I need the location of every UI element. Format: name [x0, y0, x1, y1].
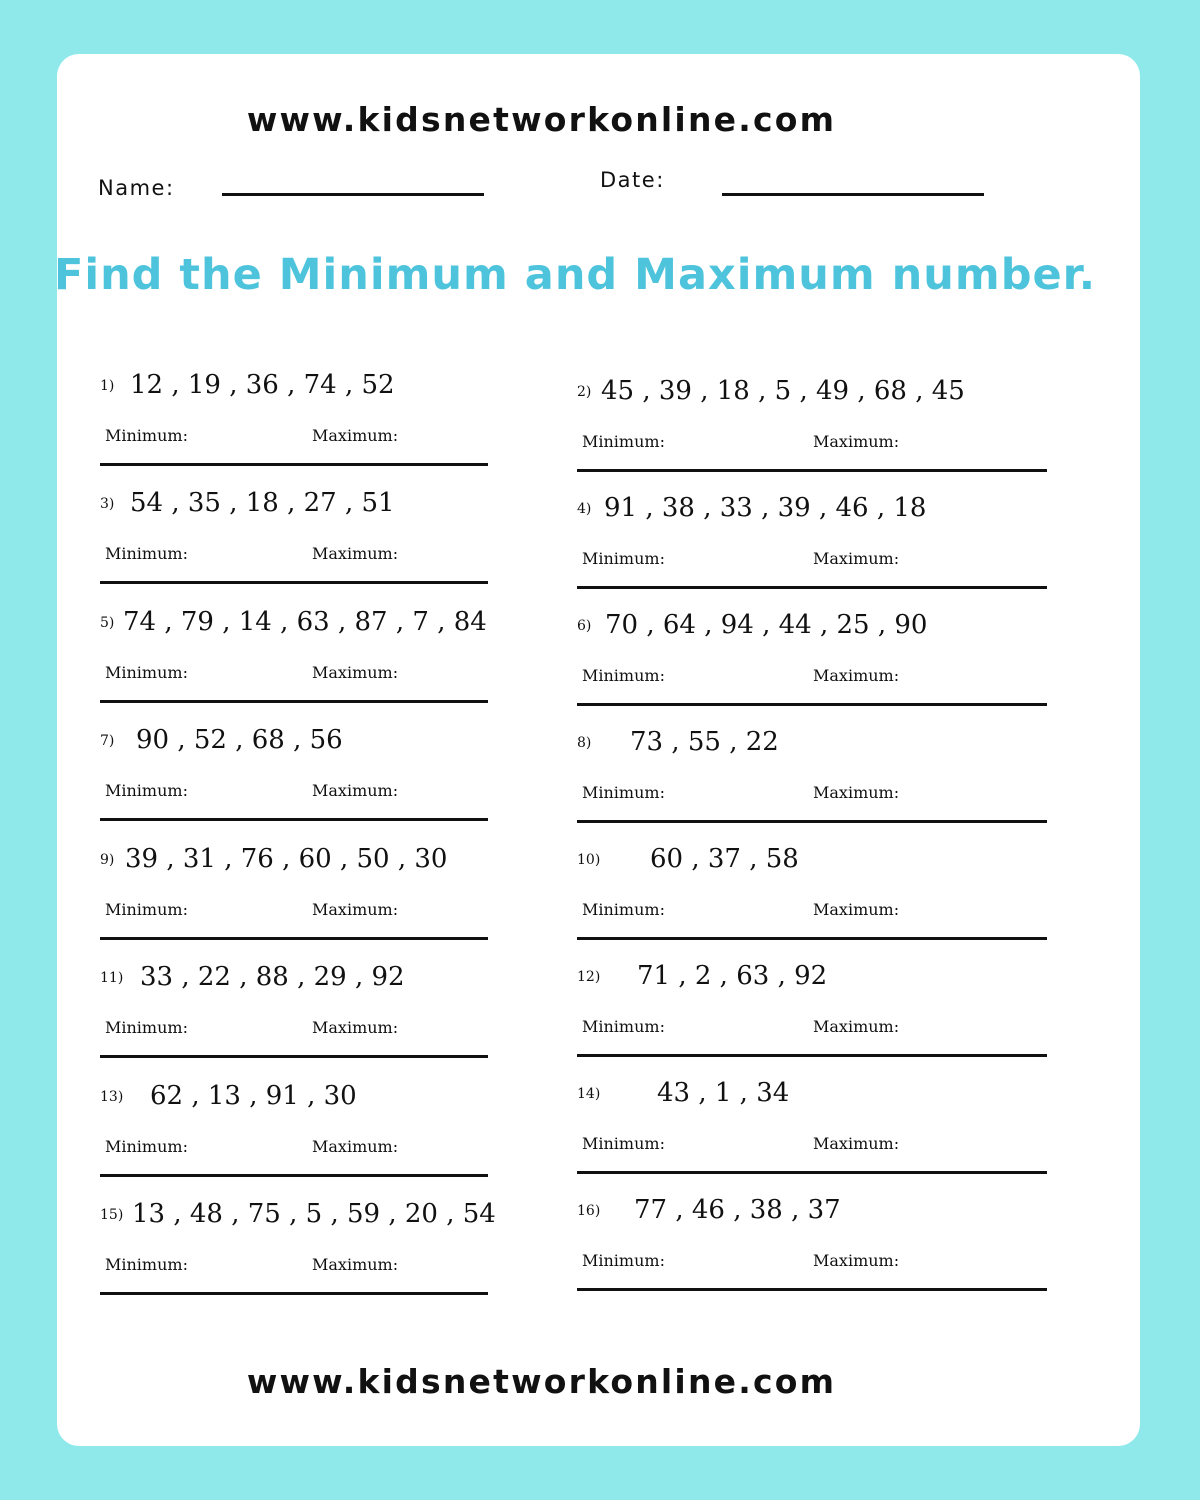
answer-line — [100, 1292, 488, 1295]
problem-11 — [100, 962, 570, 1080]
answer-line — [577, 820, 1047, 823]
maximum-label: Maximum: — [312, 1018, 399, 1037]
maximum-label: Maximum: — [813, 432, 900, 451]
problem-number: 11) — [100, 970, 124, 986]
problem-4 — [577, 493, 1047, 611]
maximum-label: Maximum: — [312, 1137, 399, 1156]
problem-7 — [100, 725, 570, 843]
minimum-label: Minimum: — [105, 1137, 188, 1156]
maximum-label: Maximum: — [813, 666, 900, 685]
number-sequence: 54 , 35 , 18 , 27 , 51 — [130, 488, 395, 518]
answer-line — [100, 1174, 488, 1177]
maximum-label: Maximum: — [312, 663, 399, 682]
maximum-label: Maximum: — [312, 1255, 399, 1274]
answer-line — [100, 1055, 488, 1058]
minimum-label: Minimum: — [582, 1134, 665, 1153]
problem-number: 8) — [577, 735, 592, 751]
maximum-label: Maximum: — [312, 544, 399, 563]
number-sequence: 74 , 79 , 14 , 63 , 87 , 7 , 84 — [123, 607, 487, 637]
answer-line — [577, 1171, 1047, 1174]
problem-1 — [100, 370, 570, 488]
maximum-label: Maximum: — [312, 900, 399, 919]
problem-2 — [577, 376, 1047, 494]
number-sequence: 62 , 13 , 91 , 30 — [150, 1081, 357, 1111]
problem-number: 10) — [577, 852, 601, 868]
date-label: Date: — [600, 168, 665, 192]
answer-line — [577, 469, 1047, 472]
problem-9 — [100, 844, 570, 962]
number-sequence: 39 , 31 , 76 , 60 , 50 , 30 — [125, 844, 448, 874]
problem-number: 7) — [100, 733, 115, 749]
answer-line — [100, 581, 488, 584]
minimum-label: Minimum: — [582, 666, 665, 685]
minimum-label: Minimum: — [105, 544, 188, 563]
number-sequence: 70 , 64 , 94 , 44 , 25 , 90 — [605, 610, 928, 640]
number-sequence: 71 , 2 , 63 , 92 — [637, 961, 828, 991]
minimum-label: Minimum: — [105, 1255, 188, 1274]
problem-number: 14) — [577, 1086, 601, 1102]
problem-number: 6) — [577, 618, 592, 634]
number-sequence: 45 , 39 , 18 , 5 , 49 , 68 , 45 — [601, 376, 965, 406]
minimum-label: Minimum: — [105, 781, 188, 800]
problem-13 — [100, 1081, 570, 1199]
number-sequence: 12 , 19 , 36 , 74 , 52 — [130, 370, 395, 400]
number-sequence: 73 , 55 , 22 — [630, 727, 779, 757]
problem-number: 16) — [577, 1203, 601, 1219]
problem-number: 15) — [100, 1207, 124, 1223]
maximum-label: Maximum: — [312, 426, 399, 445]
answer-line — [100, 937, 488, 940]
minimum-label: Minimum: — [105, 900, 188, 919]
name-label: Name: — [98, 176, 175, 200]
problem-number: 2) — [577, 384, 592, 400]
website-header: www.kidsnetworkonline.com — [246, 100, 837, 139]
problem-6 — [577, 610, 1047, 728]
minimum-label: Minimum: — [582, 1017, 665, 1036]
number-sequence: 77 , 46 , 38 , 37 — [634, 1195, 841, 1225]
answer-line — [100, 818, 488, 821]
problem-number: 12) — [577, 969, 601, 985]
problem-number: 13) — [100, 1089, 124, 1105]
minimum-label: Minimum: — [582, 549, 665, 568]
minimum-label: Minimum: — [582, 1251, 665, 1270]
answer-line — [577, 1288, 1047, 1291]
number-sequence: 60 , 37 , 58 — [650, 844, 799, 874]
maximum-label: Maximum: — [813, 549, 900, 568]
problem-14 — [577, 1078, 1047, 1196]
name-line — [222, 193, 484, 196]
problem-15 — [100, 1199, 570, 1317]
problem-number: 3) — [100, 496, 115, 512]
website-footer: www.kidsnetworkonline.com — [246, 1362, 837, 1401]
minimum-label: Minimum: — [105, 426, 188, 445]
answer-line — [577, 586, 1047, 589]
problem-5 — [100, 607, 570, 725]
maximum-label: Maximum: — [813, 900, 900, 919]
maximum-label: Maximum: — [312, 781, 399, 800]
maximum-label: Maximum: — [813, 783, 900, 802]
number-sequence: 43 , 1 , 34 — [657, 1078, 790, 1108]
date-line — [722, 193, 984, 196]
problem-16 — [577, 1195, 1047, 1313]
problem-number: 5) — [100, 615, 115, 631]
number-sequence: 90 , 52 , 68 , 56 — [136, 725, 343, 755]
answer-line — [100, 463, 488, 466]
problem-number: 1) — [100, 378, 115, 394]
answer-line — [577, 703, 1047, 706]
problem-number: 4) — [577, 501, 592, 517]
minimum-label: Minimum: — [105, 663, 188, 682]
number-sequence: 13 , 48 , 75 , 5 , 59 , 20 , 54 — [132, 1199, 496, 1229]
minimum-label: Minimum: — [582, 783, 665, 802]
number-sequence: 33 , 22 , 88 , 29 , 92 — [140, 962, 405, 992]
minimum-label: Minimum: — [105, 1018, 188, 1037]
problem-3 — [100, 488, 570, 606]
answer-line — [577, 937, 1047, 940]
page-title: Find the Minimum and Maximum number. — [53, 250, 1097, 300]
answer-line — [577, 1054, 1047, 1057]
answer-line — [100, 700, 488, 703]
problem-12 — [577, 961, 1047, 1079]
minimum-label: Minimum: — [582, 432, 665, 451]
problem-number: 9) — [100, 852, 115, 868]
maximum-label: Maximum: — [813, 1017, 900, 1036]
number-sequence: 91 , 38 , 33 , 39 , 46 , 18 — [604, 493, 927, 523]
maximum-label: Maximum: — [813, 1251, 900, 1270]
maximum-label: Maximum: — [813, 1134, 900, 1153]
minimum-label: Minimum: — [582, 900, 665, 919]
problem-10 — [577, 844, 1047, 962]
problem-8 — [577, 727, 1047, 845]
